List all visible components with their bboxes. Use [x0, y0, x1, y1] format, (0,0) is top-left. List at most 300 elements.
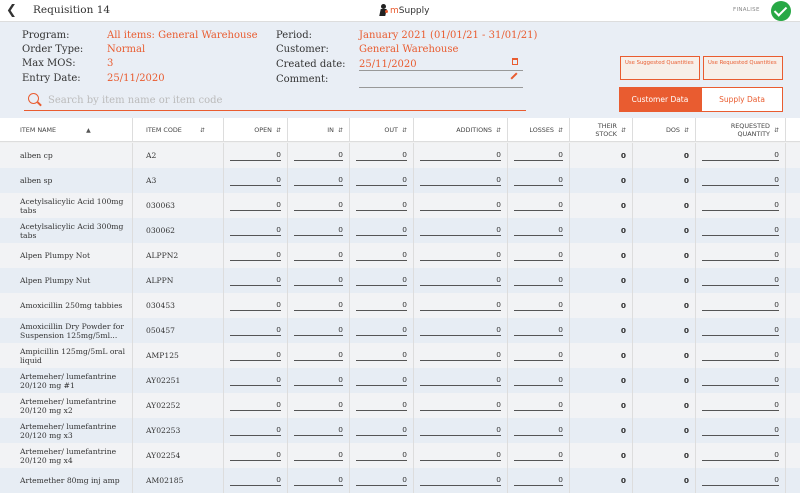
sort-icon: ⇵	[199, 126, 205, 134]
stock-value: 0	[620, 476, 626, 485]
item-name-cell: Amoxicillin Dry Powder for Suspension 125mg/5ml...	[0, 318, 133, 343]
item-code-cell: AY02252	[133, 393, 224, 418]
additions-input[interactable]	[420, 225, 501, 236]
dos-cell	[633, 218, 696, 243]
dos-value: 0	[683, 226, 689, 235]
additions-input[interactable]	[420, 425, 501, 436]
in-input[interactable]	[294, 325, 343, 336]
in-input[interactable]	[294, 200, 343, 211]
item-code-cell: AY02251	[133, 368, 224, 393]
requested-cell	[696, 468, 786, 493]
losses-input[interactable]	[514, 150, 563, 161]
open-input[interactable]	[230, 425, 281, 436]
requested-cell	[696, 168, 786, 193]
in-cell	[288, 468, 350, 493]
out-cell	[350, 193, 414, 218]
additions-input[interactable]	[420, 400, 501, 411]
period-label: Period:	[276, 30, 312, 41]
table-row[interactable]	[0, 193, 800, 218]
column-header-their-stock[interactable]: THEIR STOCK ⇵	[570, 118, 633, 142]
stock-cell	[570, 168, 633, 193]
in-cell	[288, 393, 350, 418]
stock-cell	[570, 418, 633, 443]
sort-icon: ⇵	[337, 126, 343, 134]
requested-cell	[696, 393, 786, 418]
column-header-requested-quantity[interactable]: REQUESTED QUANTITY ⇵	[696, 118, 786, 142]
additions-cell	[414, 218, 508, 243]
stock-cell	[570, 268, 633, 293]
in-input[interactable]	[294, 350, 343, 361]
additions-cell	[414, 393, 508, 418]
losses-input[interactable]	[514, 475, 563, 486]
dos-cell	[633, 268, 696, 293]
item-code-cell: A3	[133, 168, 224, 193]
dos-value: 0	[683, 326, 689, 335]
out-cell	[350, 418, 414, 443]
additions-cell	[414, 343, 508, 368]
msupply-logo-icon	[378, 4, 388, 18]
requested-input[interactable]	[702, 250, 779, 261]
stock-cell	[570, 443, 633, 468]
pencil-icon[interactable]	[510, 72, 517, 79]
out-input[interactable]	[356, 475, 407, 486]
additions-cell	[414, 143, 508, 168]
additions-cell	[414, 468, 508, 493]
sort-asc-icon: ▲	[86, 126, 91, 134]
losses-input[interactable]	[514, 375, 563, 386]
in-input[interactable]	[294, 425, 343, 436]
dos-value: 0	[683, 351, 689, 360]
dos-cell	[633, 393, 696, 418]
requested-input[interactable]	[702, 175, 779, 186]
open-cell	[224, 368, 288, 393]
requested-input[interactable]	[702, 475, 779, 486]
table-row[interactable]	[0, 268, 800, 293]
table-row[interactable]	[0, 318, 800, 343]
finalise-label: FINALISE	[733, 7, 760, 13]
item-name-cell: alben cp	[0, 143, 133, 168]
stock-cell	[570, 368, 633, 393]
losses-cell	[508, 343, 570, 368]
in-input[interactable]	[294, 150, 343, 161]
table-row[interactable]	[0, 218, 800, 243]
dos-cell	[633, 443, 696, 468]
item-code-cell: 030063	[133, 193, 224, 218]
table-row[interactable]	[0, 443, 800, 468]
entry-date-value: 25/11/2020	[107, 73, 165, 84]
losses-input[interactable]	[514, 450, 563, 461]
order-type-label: Order Type:	[22, 44, 84, 55]
column-header-in[interactable]: IN ⇵	[288, 118, 350, 142]
open-cell	[224, 143, 288, 168]
table-row[interactable]	[0, 418, 800, 443]
out-cell	[350, 368, 414, 393]
item-code-cell: ALPPN	[133, 268, 224, 293]
dos-value: 0	[683, 251, 689, 260]
dos-value: 0	[683, 426, 689, 435]
requested-cell	[696, 418, 786, 443]
losses-cell	[508, 168, 570, 193]
additions-input[interactable]	[420, 275, 501, 286]
comment-label: Comment:	[276, 74, 329, 85]
sort-icon: ⇵	[773, 126, 779, 134]
requested-input[interactable]	[702, 225, 779, 236]
requested-input[interactable]	[702, 150, 779, 161]
use-suggested-quantities-button[interactable]: Use Suggested Quantities	[620, 56, 700, 80]
additions-input[interactable]	[420, 475, 501, 486]
out-cell	[350, 268, 414, 293]
dos-cell	[633, 468, 696, 493]
losses-input[interactable]	[514, 425, 563, 436]
open-input[interactable]	[230, 450, 281, 461]
stock-value: 0	[620, 326, 626, 335]
requested-cell	[696, 318, 786, 343]
in-input[interactable]	[294, 275, 343, 286]
created-date-label: Created date:	[276, 59, 346, 70]
requested-input[interactable]	[702, 300, 779, 311]
dos-cell	[633, 193, 696, 218]
stock-value: 0	[620, 351, 626, 360]
item-code-cell: 050457	[133, 318, 224, 343]
column-header-additions[interactable]: ADDITIONS ⇵	[414, 118, 508, 142]
additions-cell	[414, 293, 508, 318]
in-cell	[288, 418, 350, 443]
additions-input[interactable]	[420, 150, 501, 161]
dos-value: 0	[683, 201, 689, 210]
losses-input[interactable]	[514, 275, 563, 286]
stock-cell	[570, 343, 633, 368]
requested-cell	[696, 293, 786, 318]
table-row[interactable]	[0, 343, 800, 368]
search-bar	[24, 89, 526, 111]
out-cell	[350, 468, 414, 493]
customer-label: Customer:	[276, 44, 329, 55]
requested-input[interactable]	[702, 450, 779, 461]
sort-icon: ⇵	[401, 126, 407, 134]
table-row[interactable]	[0, 143, 800, 168]
losses-input[interactable]	[514, 400, 563, 411]
additions-input[interactable]	[420, 250, 501, 261]
sort-icon: ⇵	[275, 126, 281, 134]
in-cell	[288, 168, 350, 193]
column-header-item-code[interactable]: ITEM CODE ⇵	[133, 118, 224, 142]
open-input[interactable]	[230, 350, 281, 361]
additions-cell	[414, 418, 508, 443]
table-row[interactable]	[0, 293, 800, 318]
stock-value: 0	[620, 251, 626, 260]
losses-cell	[508, 193, 570, 218]
item-name-cell: Artemether 80mg inj amp	[0, 468, 133, 493]
stock-value: 0	[620, 301, 626, 310]
open-cell	[224, 318, 288, 343]
additions-cell	[414, 193, 508, 218]
dos-cell	[633, 343, 696, 368]
calendar-icon[interactable]	[512, 58, 518, 65]
requested-cell	[696, 193, 786, 218]
table-row[interactable]	[0, 243, 800, 268]
in-cell	[288, 243, 350, 268]
open-cell	[224, 218, 288, 243]
requested-input[interactable]	[702, 400, 779, 411]
in-cell	[288, 193, 350, 218]
losses-cell	[508, 268, 570, 293]
out-cell	[350, 318, 414, 343]
period-value: January 2021 (01/01/21 - 31/01/21)	[359, 30, 538, 41]
use-requested-quantities-button[interactable]: Use Requested Quantities	[703, 56, 783, 80]
sort-icon: ⇵	[683, 126, 689, 134]
losses-input[interactable]	[514, 175, 563, 186]
stock-value: 0	[620, 451, 626, 460]
in-cell	[288, 293, 350, 318]
additions-cell	[414, 368, 508, 393]
sort-icon: ⇵	[620, 126, 626, 134]
requested-cell	[696, 268, 786, 293]
out-input[interactable]	[356, 225, 407, 236]
out-input[interactable]	[356, 200, 407, 211]
page-title: Requisition 14	[33, 4, 111, 16]
sort-icon: ⇵	[557, 126, 563, 134]
out-input[interactable]	[356, 375, 407, 386]
losses-cell	[508, 143, 570, 168]
stock-cell	[570, 218, 633, 243]
dos-cell	[633, 143, 696, 168]
requested-input[interactable]	[702, 275, 779, 286]
msupply-logo: mSupply	[378, 3, 429, 19]
table-row[interactable]	[0, 168, 800, 193]
requested-cell	[696, 143, 786, 168]
item-code-cell: AM02185	[133, 468, 224, 493]
in-input[interactable]	[294, 175, 343, 186]
in-input[interactable]	[294, 475, 343, 486]
stock-value: 0	[620, 226, 626, 235]
item-name-cell: Artemeher/ lumefantrine 20/120 mg x2	[0, 393, 133, 418]
open-input[interactable]	[230, 250, 281, 261]
in-input[interactable]	[294, 225, 343, 236]
requested-cell	[696, 218, 786, 243]
open-cell	[224, 268, 288, 293]
in-input[interactable]	[294, 375, 343, 386]
losses-input[interactable]	[514, 300, 563, 311]
stock-value: 0	[620, 176, 626, 185]
losses-cell	[508, 368, 570, 393]
sort-icon: ⇵	[495, 126, 501, 134]
created-date-underline	[359, 70, 523, 71]
column-header-losses[interactable]: LOSSES ⇵	[508, 118, 570, 142]
in-input[interactable]	[294, 250, 343, 261]
out-input[interactable]	[356, 250, 407, 261]
additions-cell	[414, 268, 508, 293]
item-name-cell: Artemeher/ lumefantrine 20/120 mg x3	[0, 418, 133, 443]
losses-cell	[508, 393, 570, 418]
item-code-cell: AY02253	[133, 418, 224, 443]
out-cell	[350, 343, 414, 368]
supply-data-tab[interactable]: Supply Data	[701, 87, 783, 112]
losses-input[interactable]	[514, 325, 563, 336]
program-value: All items: General Warehouse	[107, 30, 258, 41]
additions-input[interactable]	[420, 300, 501, 311]
finalise-check-icon[interactable]	[771, 1, 791, 21]
item-name-cell: Acetylsalicylic Acid 100mg tabs	[0, 193, 133, 218]
dos-cell	[633, 168, 696, 193]
out-cell	[350, 443, 414, 468]
losses-cell	[508, 418, 570, 443]
additions-input[interactable]	[420, 175, 501, 186]
dos-value: 0	[683, 476, 689, 485]
dos-value: 0	[683, 401, 689, 410]
additions-input[interactable]	[420, 450, 501, 461]
stock-value: 0	[620, 151, 626, 160]
item-name-cell: Artemeher/ lumefantrine 20/120 mg x4	[0, 443, 133, 468]
stock-cell	[570, 393, 633, 418]
in-cell	[288, 343, 350, 368]
out-input[interactable]	[356, 400, 407, 411]
requested-input[interactable]	[702, 375, 779, 386]
out-input[interactable]	[356, 450, 407, 461]
in-cell	[288, 268, 350, 293]
out-input[interactable]	[356, 350, 407, 361]
stock-cell	[570, 193, 633, 218]
stock-value: 0	[620, 426, 626, 435]
stock-value: 0	[620, 376, 626, 385]
additions-cell	[414, 443, 508, 468]
in-cell	[288, 318, 350, 343]
table-header	[0, 118, 800, 142]
order-type-value: Normal	[107, 44, 146, 55]
column-header-out[interactable]: OUT ⇵	[350, 118, 414, 142]
out-input[interactable]	[356, 325, 407, 336]
search-icon	[28, 93, 39, 104]
in-cell	[288, 368, 350, 393]
losses-cell	[508, 318, 570, 343]
back-arrow-icon[interactable]: ❮	[6, 3, 17, 18]
top-bar	[0, 0, 800, 22]
open-input[interactable]	[230, 200, 281, 211]
out-input[interactable]	[356, 275, 407, 286]
dos-cell	[633, 293, 696, 318]
requested-input[interactable]	[702, 325, 779, 336]
item-code-cell: A2	[133, 143, 224, 168]
item-code-cell: AY02254	[133, 443, 224, 468]
in-input[interactable]	[294, 300, 343, 311]
additions-input[interactable]	[420, 325, 501, 336]
column-header-item-name[interactable]: ITEM NAME ▲	[0, 118, 133, 142]
customer-data-tab[interactable]: Customer Data	[619, 87, 701, 112]
out-input[interactable]	[356, 150, 407, 161]
requested-cell	[696, 368, 786, 393]
item-name-cell: Artemeher/ lumefantrine 20/120 mg #1	[0, 368, 133, 393]
out-cell	[350, 393, 414, 418]
max-mos-value: 3	[107, 58, 114, 69]
open-input[interactable]	[230, 225, 281, 236]
item-code-cell: 030062	[133, 218, 224, 243]
open-cell	[224, 443, 288, 468]
dos-value: 0	[683, 301, 689, 310]
losses-input[interactable]	[514, 200, 563, 211]
in-cell	[288, 143, 350, 168]
stock-value: 0	[620, 201, 626, 210]
search-input[interactable]	[48, 92, 518, 108]
table-row[interactable]	[0, 393, 800, 418]
dos-cell	[633, 318, 696, 343]
stock-cell	[570, 468, 633, 493]
in-input[interactable]	[294, 450, 343, 461]
table-row[interactable]	[0, 368, 800, 393]
open-input[interactable]	[230, 275, 281, 286]
program-label: Program:	[22, 30, 70, 41]
open-cell	[224, 293, 288, 318]
additions-input[interactable]	[420, 200, 501, 211]
stock-cell	[570, 318, 633, 343]
column-header-open[interactable]: OPEN ⇵	[224, 118, 288, 142]
requested-input[interactable]	[702, 200, 779, 211]
out-cell	[350, 218, 414, 243]
out-input[interactable]	[356, 300, 407, 311]
out-cell	[350, 293, 414, 318]
item-name-cell: Acetylsalicylic Acid 300mg tabs	[0, 218, 133, 243]
additions-cell	[414, 318, 508, 343]
open-input[interactable]	[230, 325, 281, 336]
requested-input[interactable]	[702, 350, 779, 361]
out-input[interactable]	[356, 425, 407, 436]
requested-cell	[696, 343, 786, 368]
open-input[interactable]	[230, 400, 281, 411]
max-mos-label: Max MOS:	[22, 58, 76, 69]
requested-cell	[696, 443, 786, 468]
item-name-cell: Amoxicillin 250mg tabbies	[0, 293, 133, 318]
in-cell	[288, 218, 350, 243]
dos-value: 0	[683, 176, 689, 185]
out-input[interactable]	[356, 175, 407, 186]
losses-cell	[508, 243, 570, 268]
stock-value: 0	[620, 401, 626, 410]
entry-date-label: Entry Date:	[22, 73, 81, 84]
item-code-cell: AMP125	[133, 343, 224, 368]
losses-input[interactable]	[514, 225, 563, 236]
open-cell	[224, 168, 288, 193]
open-input[interactable]	[230, 300, 281, 311]
item-code-cell: 030453	[133, 293, 224, 318]
open-input[interactable]	[230, 175, 281, 186]
customer-value: General Warehouse	[359, 44, 459, 55]
dos-value: 0	[683, 451, 689, 460]
item-name-cell: alben sp	[0, 168, 133, 193]
dos-value: 0	[683, 151, 689, 160]
stock-cell	[570, 143, 633, 168]
losses-input[interactable]	[514, 250, 563, 261]
in-input[interactable]	[294, 400, 343, 411]
requested-cell	[696, 243, 786, 268]
losses-cell	[508, 443, 570, 468]
dos-value: 0	[683, 376, 689, 385]
open-input[interactable]	[230, 150, 281, 161]
table-row[interactable]	[0, 468, 800, 493]
open-input[interactable]	[230, 475, 281, 486]
open-cell	[224, 393, 288, 418]
open-cell	[224, 343, 288, 368]
requested-input[interactable]	[702, 425, 779, 436]
open-input[interactable]	[230, 375, 281, 386]
additions-input[interactable]	[420, 375, 501, 386]
stock-value: 0	[620, 276, 626, 285]
created-date-value[interactable]: 25/11/2020	[359, 59, 417, 70]
losses-input[interactable]	[514, 350, 563, 361]
item-name-cell: Alpen Plumpy Not	[0, 243, 133, 268]
column-header-dos[interactable]: DOS ⇵	[633, 118, 696, 142]
open-cell	[224, 468, 288, 493]
open-cell	[224, 193, 288, 218]
losses-cell	[508, 218, 570, 243]
additions-input[interactable]	[420, 350, 501, 361]
